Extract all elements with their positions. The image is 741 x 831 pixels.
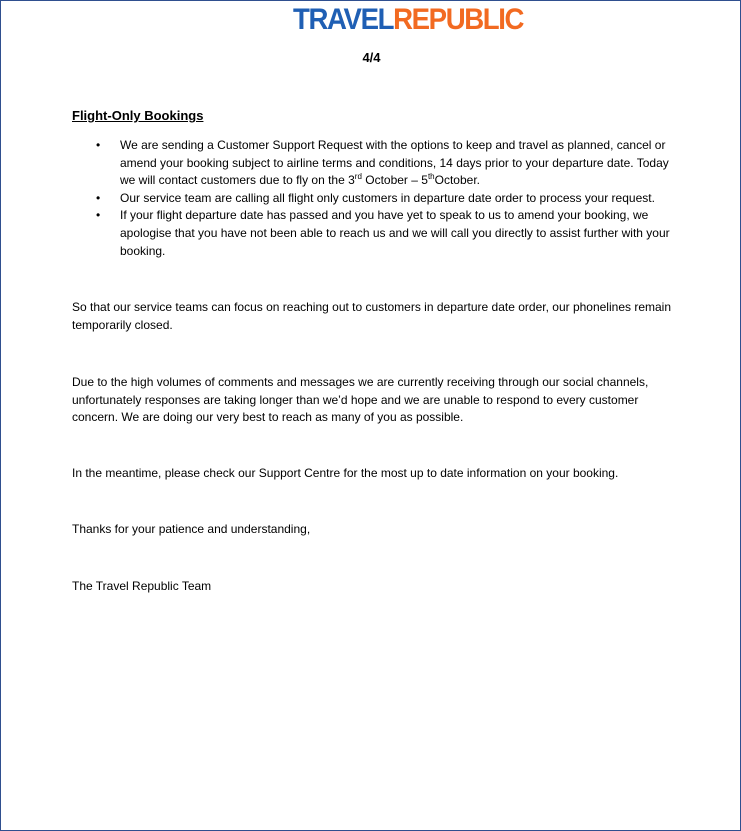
bullet-icon: • bbox=[96, 190, 101, 205]
bullet-icon: • bbox=[96, 208, 101, 223]
bullet-text-part: October – 5 bbox=[361, 173, 428, 188]
list-item bbox=[72, 207, 682, 260]
list-item bbox=[72, 190, 682, 208]
superscript-ordinal: th bbox=[427, 172, 435, 182]
logo-travel-text: TRAVEL bbox=[293, 3, 394, 36]
bullet-text: Our service team are calling all flight only customers in departure date order to process your request. bbox=[120, 190, 655, 205]
list-item bbox=[72, 137, 682, 190]
bullet-icon: • bbox=[96, 138, 101, 152]
bullet-text: If your flight departure date has passed and you have yet to speak to us to amend your booking, we apologise that you have not been able to reach us and we will call you directly to assist further with your booking. bbox=[120, 208, 670, 258]
travel-republic-logo bbox=[293, 4, 523, 36]
social-channels-paragraph: Due to the high volumes of comments and messages we are currently receiving through our social channels, unfortunately responses are taking longer than we’d hope and we are unable to respond to every customer concern. We are doing our very best to reach as many of you as possible. bbox=[72, 375, 649, 425]
bullet-text-part: We are sending a Customer Support Request with the options to keep and travel as planned, cancel or amend your booking subject to airline terms and conditions, 14 days prior to your departure date. Today we will contact customers due to fly on the 3 bbox=[120, 138, 669, 188]
thanks-paragraph: Thanks for your patience and understanding, bbox=[72, 522, 311, 536]
logo-republic-text: REPUBLIC bbox=[393, 3, 524, 36]
phonelines-paragraph: So that our service teams can focus on reaching out to customers in departure date order, our phonelines remain temporarily closed. bbox=[72, 300, 672, 332]
support-centre-paragraph: In the meantime, please check our Support Centre for the most up to date information on your booking. bbox=[72, 466, 619, 480]
signature-line: The Travel Republic Team bbox=[72, 579, 212, 593]
superscript-ordinal: rd bbox=[354, 172, 362, 182]
bullet-text-part: October. bbox=[434, 173, 480, 188]
bullet-list bbox=[72, 137, 682, 260]
page-number: 4/4 bbox=[362, 50, 381, 65]
section-heading: Flight-Only Bookings bbox=[72, 108, 204, 123]
